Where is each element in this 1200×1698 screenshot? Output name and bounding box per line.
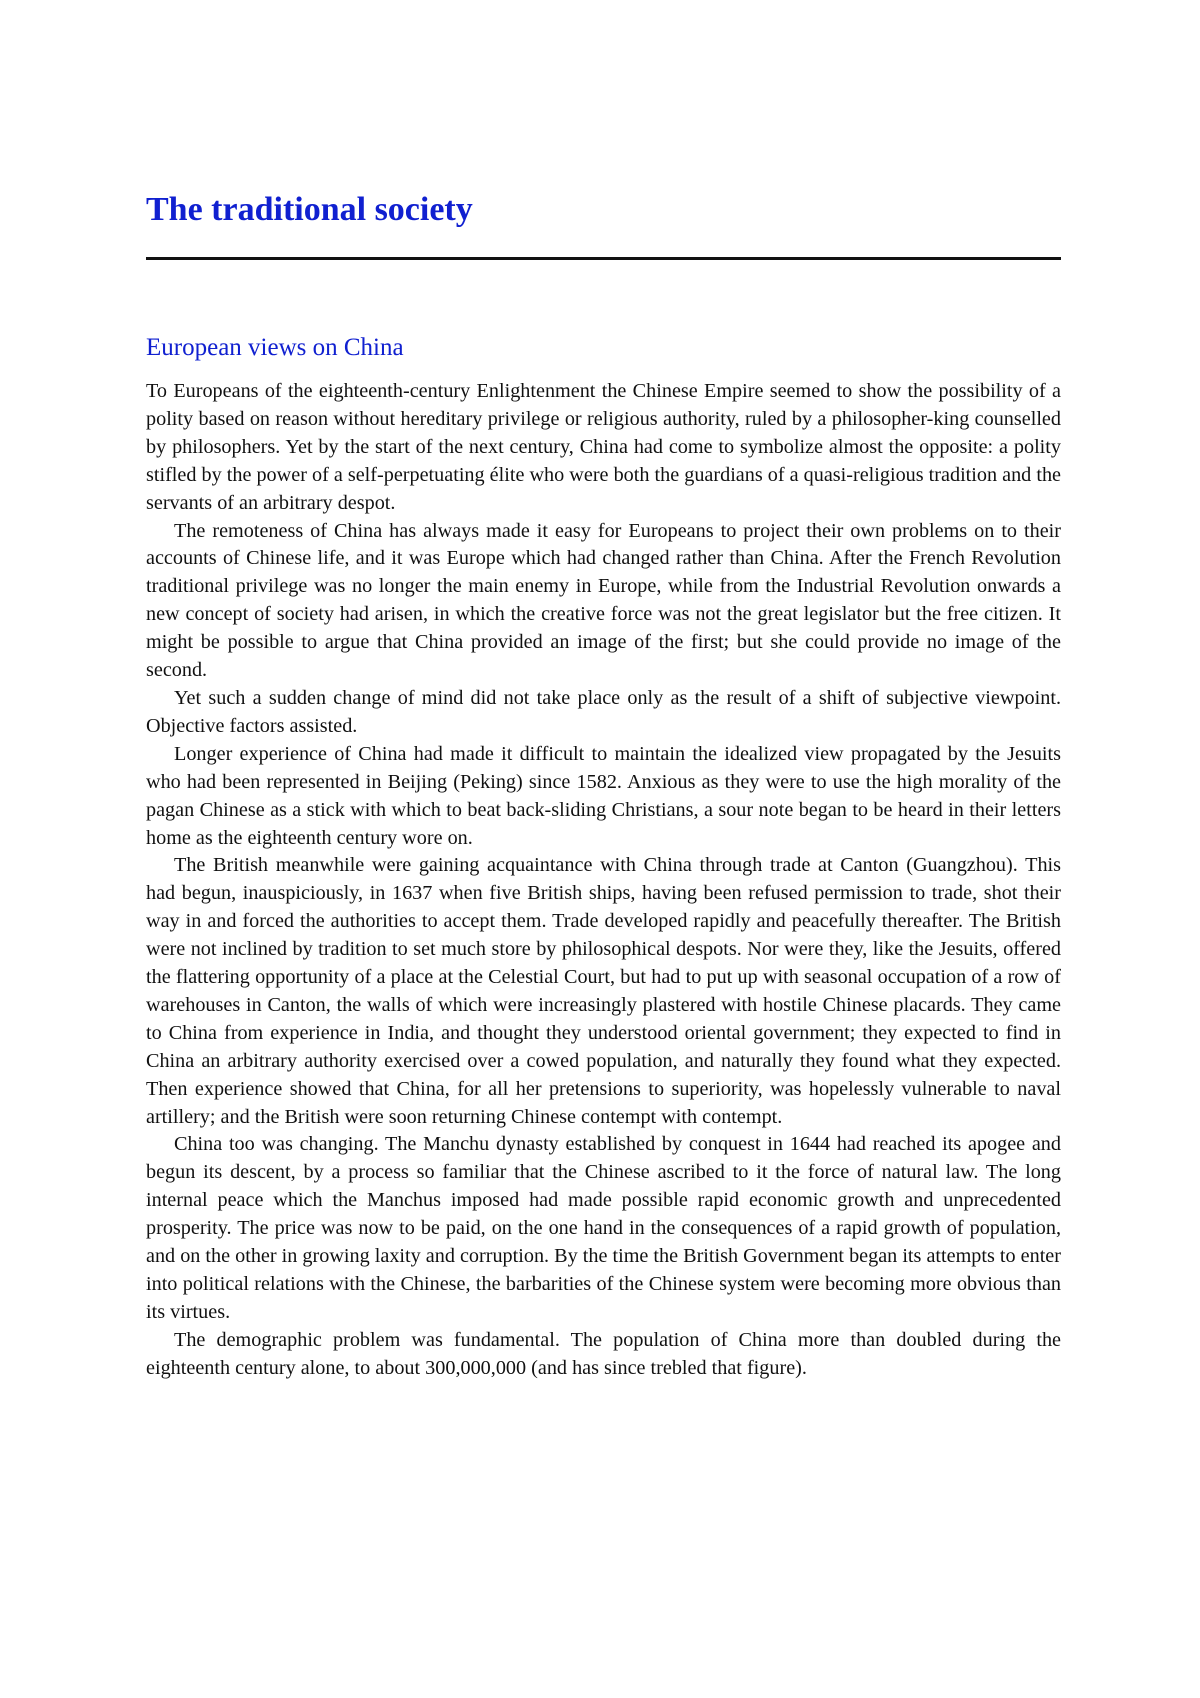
- paragraph-2: The remoteness of China has always made it easy for Europeans to project their own problems on to their accounts of Chinese life, and it was Europe which had changed rather than China. After the French Revolution traditional privilege was no longer the main enemy in Europe, while from the Industrial Revolution onwards a new concept of society had arisen, in which the creative force was not the great legislator but the free citizen. It might be possible to argue that China provided an image of the first; but she could provide no image of the second.: [146, 519, 1061, 682]
- paragraph-1: To Europeans of the eighteenth-century Enlightenment the Chinese Empire seemed to show the possibility of a polity based on reason without hereditary privilege or religious authority, ruled by a philosopher-king counselled by philosophers. Yet by the start of the next century, China had come to symbolize almost the opposite: a polity stifled by the power of a self-perpetuating élite who were both the guardians of a quasi-religious tradition and the servants of an arbitrary despot.: [146, 380, 1061, 514]
- paragraph-6: China too was changing. The Manchu dynasty established by conquest in 1644 had reached its apogee and begun its descent, by a process so familiar that the Chinese ascribed to it the force of natural law. The long internal peace which the Manchus imposed had made possible rapid economic growth and unprecedented prosperity. The price was now to be paid, on the one hand in the consequences of a rapid growth of population, and on the other in growing laxity and corruption. By the time the British Government began its attempts to enter into political relations with the Chinese, the barbarities of the Chinese system were becoming more obvious than its virtues.: [146, 1133, 1061, 1323]
- chapter-title: The traditional society: [146, 191, 473, 228]
- title-divider: [146, 257, 1061, 260]
- paragraph-4: Longer experience of China had made it difficult to maintain the idealized view propagated by the Jesuits who had been represented in Beijing (Peking) since 1582. Anxious as they were to use the high morality of the pagan Chinese as a stick with which to beat back-sliding Christians, a sour note began to be heard in their letters home as the eighteenth century wore on.: [146, 742, 1061, 849]
- document-page: [146, 0, 1061, 1698]
- paragraph-7: The demographic problem was fundamental. The population of China more than doubled during the eighteenth century alone, to about 300,000,000 (and has since trebled that figure).: [146, 1328, 1061, 1379]
- section-heading: European views on China: [146, 334, 404, 361]
- paragraph-5: The British meanwhile were gaining acquaintance with China through trade at Canton (Guangzhou). This had begun, inauspiciously, in 1637 when five British ships, having been refused permission to trade, shot their way in and forced the authorities to accept them. Trade developed rapidly and peacefully thereafter. The British were not inclined by tradition to set much store by philosophical despots. Nor were they, like the Jesuits, offered the flattering opportunity of a place at the Celestial Court, but had to put up with seasonal occupation of a row of warehouses in Canton, the walls of which were increasingly plastered with hostile Chinese placards. They came to China from experience in India, and thought they understood oriental government; they expected to find in China an arbitrary authority exercised over a cowed population, and naturally they found what they expected. Then experience showed that China, for all her pretensions to superiority, was hopelessly vulnerable to naval artillery; and the British were soon returning Chinese contempt with contempt.: [146, 854, 1061, 1128]
- paragraph-3: Yet such a sudden change of mind did not take place only as the result of a shift of subjective viewpoint. Objective factors assisted.: [146, 686, 1061, 737]
- body-text: [146, 378, 1061, 1383]
